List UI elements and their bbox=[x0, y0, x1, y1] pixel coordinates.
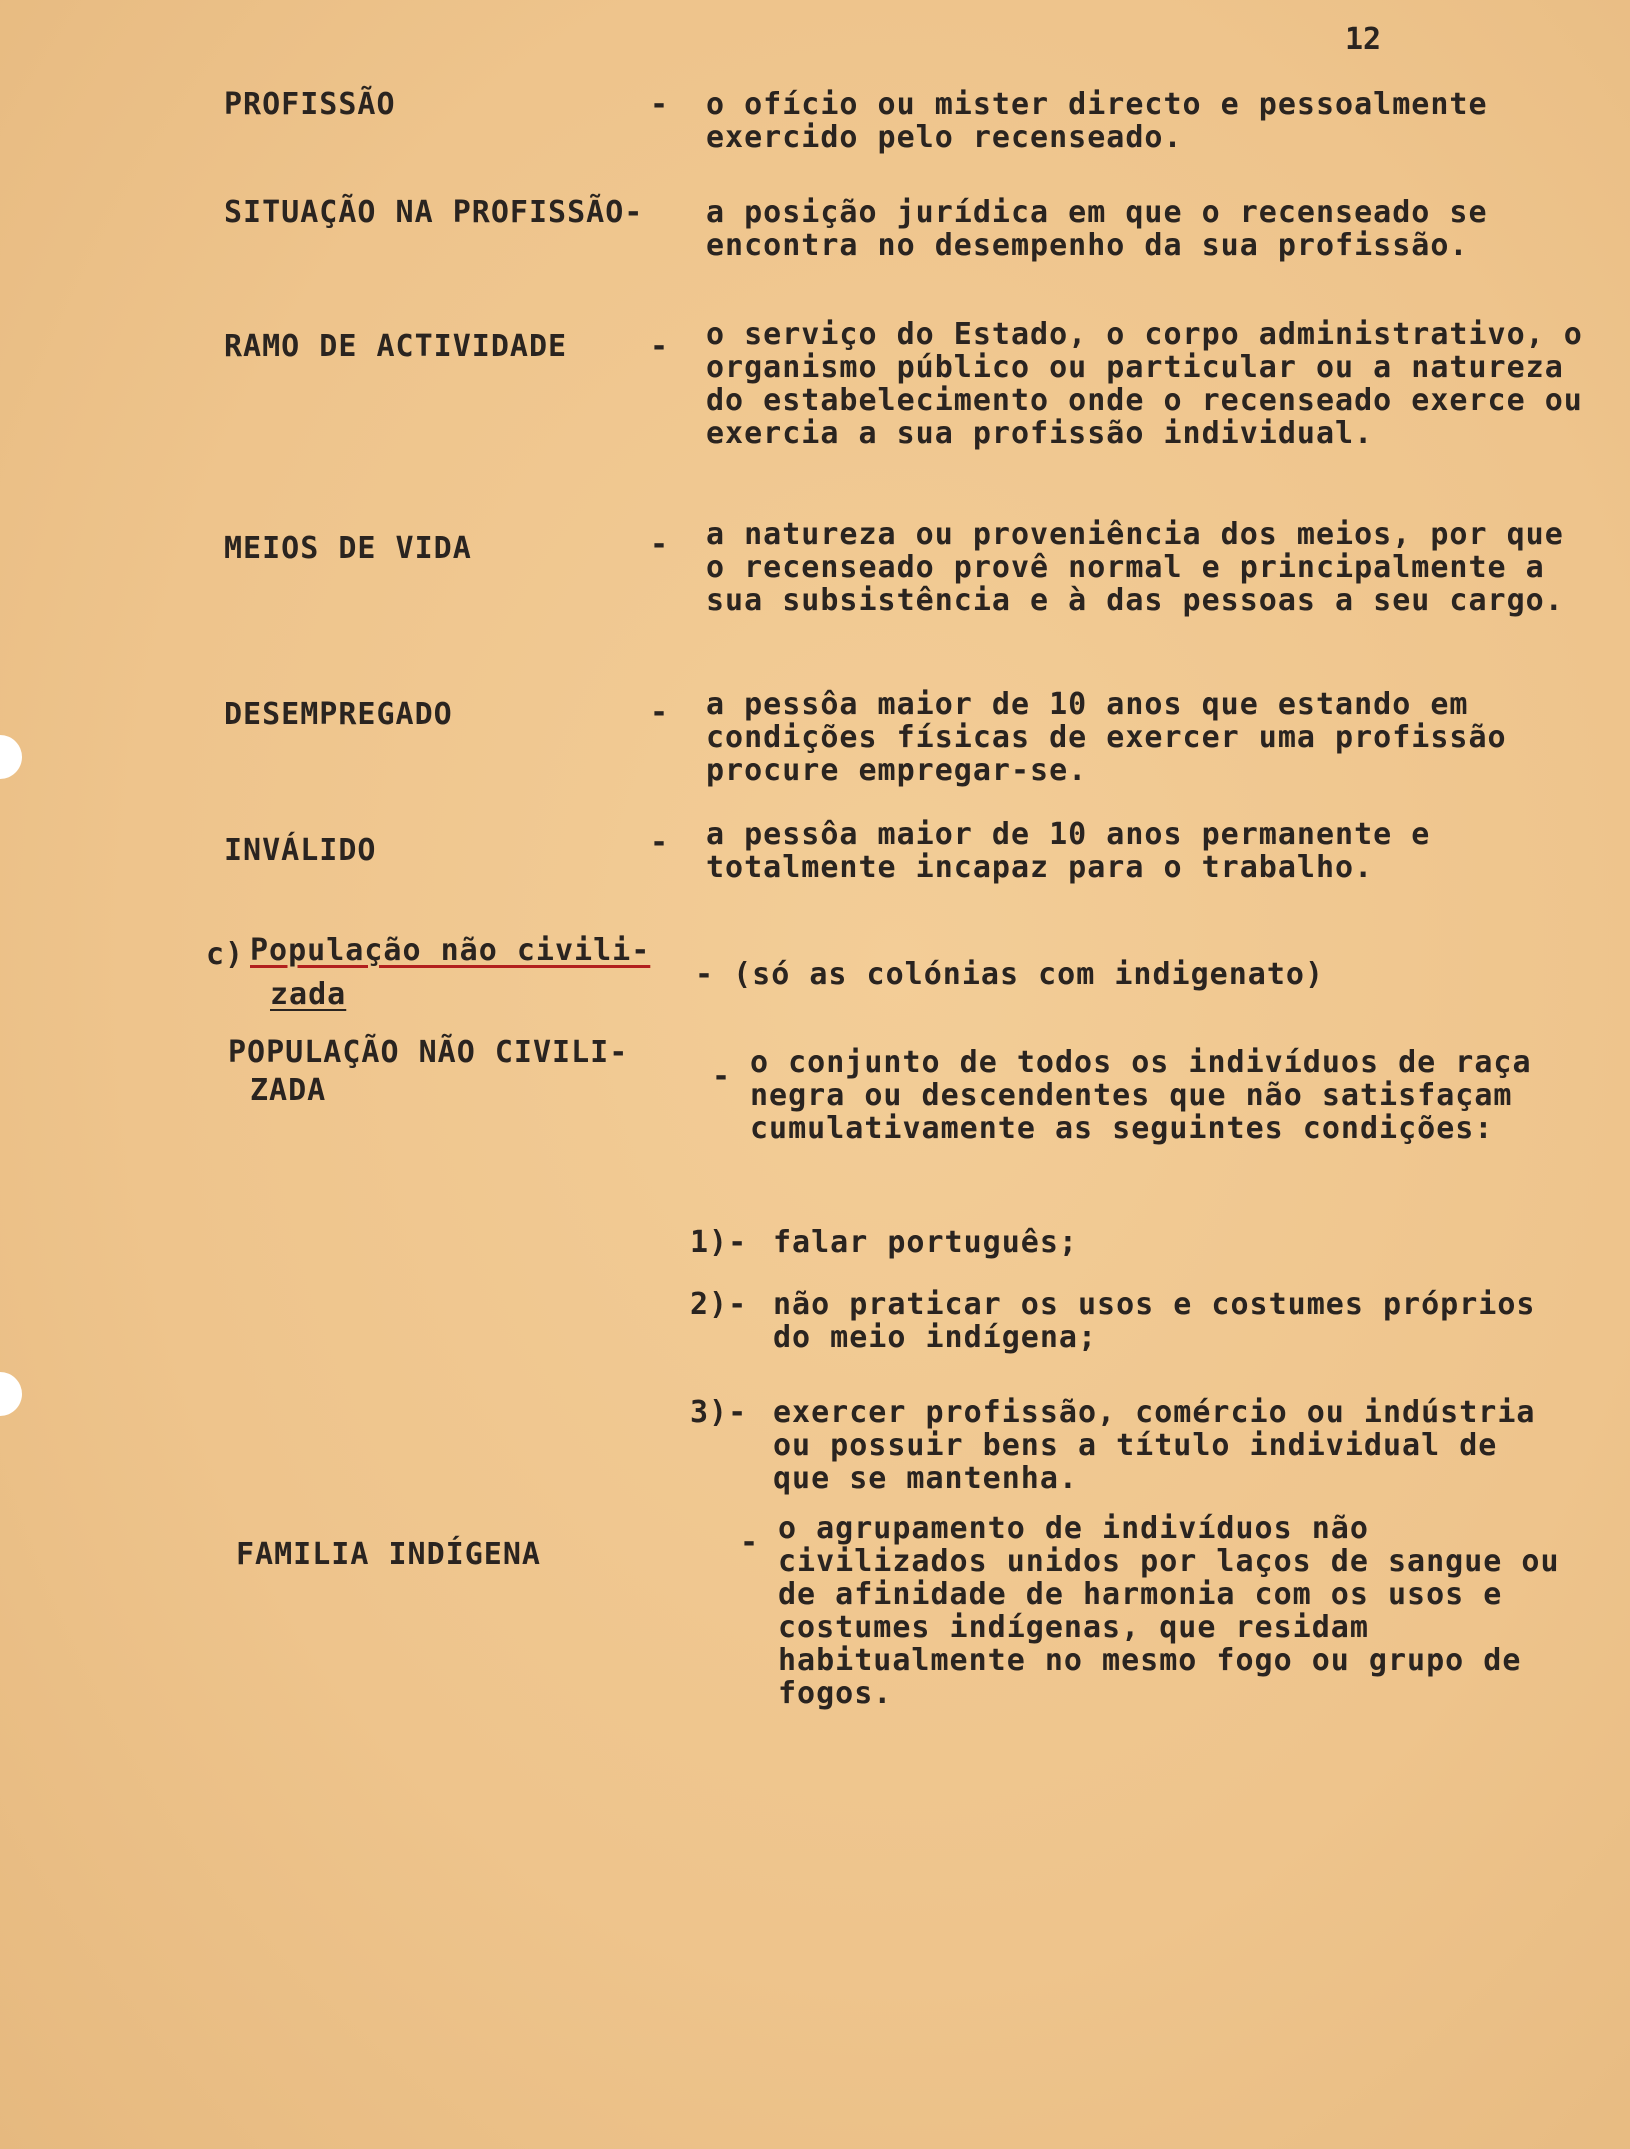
condition-2-number: 2)- bbox=[690, 1287, 748, 1322]
definition-invalido: a pessôa maior de 10 anos permanente e totalmente incapaz para o trabalho. bbox=[706, 817, 1431, 885]
section-c-note: - (só as colónias com indigenato) bbox=[695, 957, 1325, 992]
definition-meios-de-vida: a natureza ou proveniência dos meios, por que o recenseado provê normal e principalmente a sua subsistência e à das pessoas a seu cargo. bbox=[706, 517, 1564, 618]
page-number: 12 bbox=[1345, 22, 1382, 57]
definition-populacao-nao-civilizada: o conjunto de todos os indivíduos de raça negra ou descendentes que não satisfaçam cumulativamente as seguintes condições: bbox=[750, 1045, 1532, 1146]
condition-2-text: não praticar os usos e costumes próprios do meio indígena; bbox=[773, 1287, 1536, 1355]
condition-3-text: exercer profissão, comércio ou indústria ou possuir bens a título individual de que se mantenha. bbox=[773, 1395, 1536, 1496]
condition-1-number: 1)- bbox=[690, 1225, 748, 1260]
section-c-heading-line2: zada bbox=[270, 977, 347, 1012]
term-situacao-na-profissao: SITUAÇÃO NA PROFISSÃO- bbox=[224, 195, 644, 230]
term-dash: - bbox=[740, 1525, 760, 1560]
term-meios-de-vida: MEIOS DE VIDA bbox=[224, 531, 472, 566]
term-invalido: INVÁLIDO bbox=[224, 833, 377, 868]
term-dash: - bbox=[650, 329, 670, 364]
definition-desempregado: a pessôa maior de 10 anos que estando em condições físicas de exercer uma profissão procure empregar-se. bbox=[706, 687, 1507, 788]
section-c-heading-line1: População não civili- bbox=[250, 933, 651, 968]
definition-situacao-na-profissao: a posição jurídica em que o recenseado se encontra no desempenho da sua profissão. bbox=[706, 195, 1488, 263]
term-populacao-nao-civilizada-line2: ZADA bbox=[250, 1073, 327, 1108]
term-profissao: PROFISSÃO bbox=[224, 87, 396, 122]
term-dash: - bbox=[712, 1059, 732, 1094]
condition-3-number: 3)- bbox=[690, 1395, 748, 1430]
term-desempregado: DESEMPREGADO bbox=[224, 697, 453, 732]
term-populacao-nao-civilizada-line1: POPULAÇÃO NÃO CIVILI- bbox=[228, 1035, 629, 1070]
definition-familia-indigena: o agrupamento de indivíduos não civilizados unidos por laços de sangue ou de afinidade de harmonia com os usos e costumes indígenas, que residam habitualmente no mesmo fogo ou grupo de fogos. bbox=[778, 1511, 1560, 1711]
term-dash: - bbox=[650, 825, 670, 860]
condition-1-text: falar português; bbox=[773, 1225, 1078, 1260]
punch-hole-top bbox=[0, 735, 22, 779]
punch-hole-bottom bbox=[0, 1372, 22, 1416]
term-familia-indigena: FAMILIA INDÍGENA bbox=[236, 1537, 541, 1572]
term-dash: - bbox=[650, 695, 670, 730]
definition-ramo-de-actividade: o serviço do Estado, o corpo administrativo, o organismo público ou particular ou a natureza do estabelecimento onde o recenseado exerce ou exercia a sua profissão individual. bbox=[706, 317, 1583, 451]
term-dash: - bbox=[650, 87, 670, 122]
definition-profissao: o ofício ou mister directo e pessoalmente exercido pelo recenseado. bbox=[706, 87, 1488, 155]
section-c-prefix: c) bbox=[206, 937, 245, 972]
term-dash: - bbox=[650, 527, 670, 562]
term-ramo-de-actividade: RAMO DE ACTIVIDADE bbox=[224, 329, 568, 364]
